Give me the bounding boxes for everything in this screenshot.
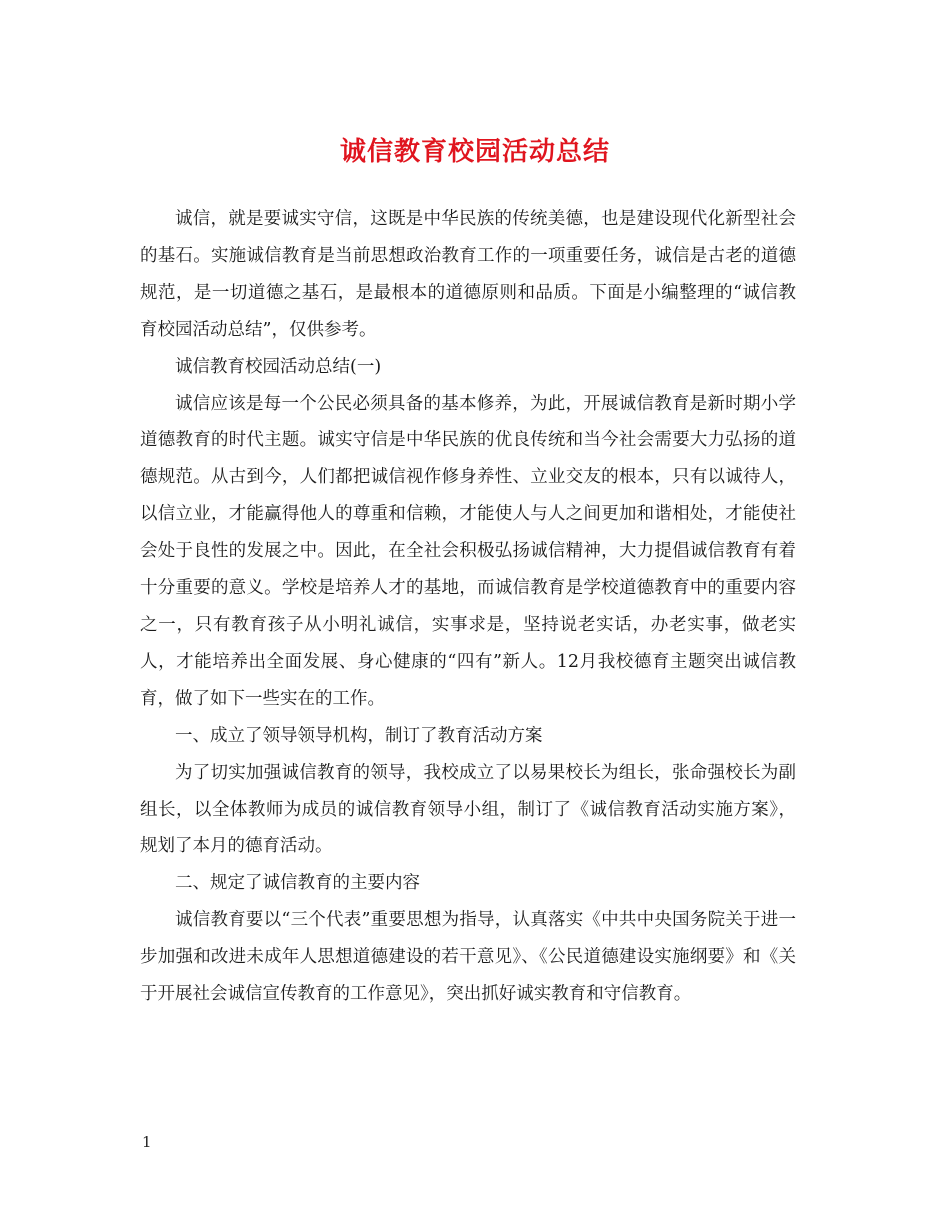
paragraph-leadership: 为了切实加强诚信教育的领导，我校成立了以易果校长为组长，张命强校长为副组长，以全体教师为成员的诚信教育领导小组，制订了《诚信教育活动实施方案》，规划了本月的德育活动。 <box>140 762 796 857</box>
paragraph-content: 诚信教育要以“三个代表”重要思想为指导，认真落实《中共中央国务院关于进一步加强和改进未成年人思想道德建设的若干意见》、《公民道德建设实施纲要》和《关于开展社会诚信宣传教育的工作意见》，突出抓好诚实教育和守信教育。 <box>140 910 796 1005</box>
document-body <box>140 201 796 1013</box>
document-title: 诚信教育校园活动总结 <box>339 137 610 167</box>
paragraph-heading-2: 二、规定了诚信教育的主要内容 <box>175 873 420 894</box>
paragraph-section-heading: 诚信教育校园活动总结(一) <box>175 356 382 377</box>
paragraph-intro: 诚信，就是要诚实守信，这既是中华民族的传统美德，也是建设现代化新型社会的基石。实施诚信教育是当前思想政治教育工作的一项重要任务，诚信是古老的道德规范，是一切道德之基石，是最根本的道德原则和品质。下面是小编整理的“诚信教育校园活动总结”，仅供参考。 <box>140 209 796 340</box>
paragraph-main: 诚信应该是每一个公民必须具备的基本修养，为此，开展诚信教育是新时期小学道德教育的时代主题。诚实守信是中华民族的优良传统和当今社会需要大力弘扬的道德规范。从古到今，人们都把诚信视作修身养性、立业交友的根本，只有以诚待人，以信立业，才能赢得他人的尊重和信赖，才能使人与人之间更加和谐相处，才能使社会处于良性的发展之中。因此，在全社会积极弘扬诚信精神，大力提倡诚信教育有着十分重要的意义。学校是培养人才的基地，而诚信教育是学校道德教育中的重要内容之一，只有教育孩子从小明礼诚信，实事求是，坚持说老实话，办老实事，做老实人，才能培养出全面发展、身心健康的“四有”新人。12月我校德育主题突出诚信教育，做了如下一些实在的工作。 <box>140 393 796 709</box>
page-number: 1 <box>142 1133 152 1151</box>
paragraph-heading-1: 一、成立了领导领导机构，制订了教育活动方案 <box>175 725 543 746</box>
